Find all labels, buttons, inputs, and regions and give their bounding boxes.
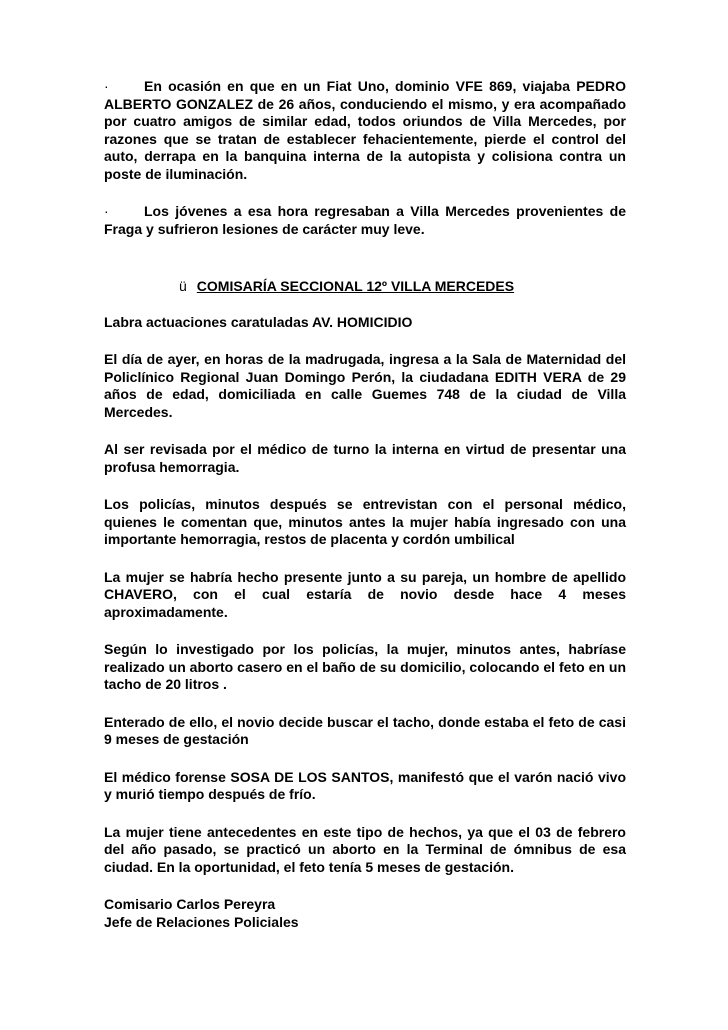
paragraph-investigation: Según lo investigado por los policías, la mujer, minutos antes, habríase realizado un aborto casero en el baño de su domicilio, colocando el feto en un tacho de 20 litros . bbox=[104, 641, 626, 692]
section-title: COMISARÍA SECCIONAL 12º VILLA MERCEDES bbox=[196, 278, 515, 294]
paragraph-medical-staff: Los policías, minutos después se entrevistan con el personal médico, quienes le comentan que, minutos antes la mujer había ingresado con una importante hemorragia, restos de placenta y cordón umbilical bbox=[104, 496, 626, 547]
paragraph-boyfriend: Enterado de ello, el novio decide buscar el tacho, donde estaba el feto de casi 9 meses de gestación bbox=[104, 713, 626, 747]
section-heading bbox=[104, 278, 626, 296]
paragraph-examination: Al ser revisada por el médico de turno la interna en virtud de presentar una profusa hemorragia. bbox=[104, 441, 626, 475]
paragraph-forensic: El médico forense SOSA DE LOS SANTOS, manifestó que el varón nació vivo y murió tiempo después de frío. bbox=[104, 768, 626, 802]
paragraph-antecedents: La mujer tiene antecedentes en este tipo de hechos, ya que el 03 de febrero del año pasado, se practicó un aborto en la Terminal de ómnibus de esa ciudad. En la oportunidad, el feto tenía 5 meses de gestación. bbox=[104, 823, 626, 875]
intro-paragraph-1 bbox=[104, 78, 626, 183]
paragraph-partner: La mujer se habría hecho presente junto a su pareja, un hombre de apellido CHAVERO, con el cual estaría de novio desde hace 4 meses aproximadamente. bbox=[104, 568, 626, 620]
signature-role: Jefe de Relaciones Policiales bbox=[104, 913, 299, 930]
intro-paragraph-2 bbox=[104, 203, 626, 238]
bullet-icon: · bbox=[104, 203, 109, 219]
bullet-icon: · bbox=[104, 78, 109, 94]
case-title: Labra actuaciones caratuladas AV. HOMICIDIO bbox=[104, 313, 413, 330]
signature-name: Comisario Carlos Pereyra bbox=[104, 896, 276, 912]
intro-paragraph-2-text: Los jóvenes a esa hora regresaban a Villa Mercedes provenientes de Fraga y sufrieron lesiones de carácter muy leve. bbox=[104, 203, 626, 237]
checkmark-icon: ü bbox=[179, 278, 187, 294]
intro-paragraph-1-text: En ocasión en que en un Fiat Uno, dominio VFE 869, viajaba PEDRO ALBERTO GONZALEZ de 26 años, conduciendo el mismo, y era acompañado por cuatro amigos de similar edad, todos oriundos de Villa Mercedes, por razones que se tratan de establecer fehacientemente, pierde el control del auto, derrapa en la banquina interna de la autopista y colisiona contra un poste de iluminación. bbox=[104, 78, 626, 182]
document-page bbox=[104, 78, 626, 931]
paragraph-admission: El día de ayer, en horas de la madrugada, ingresa a la Sala de Maternidad del Policlínico Regional Juan Domingo Perón, la ciudadana EDITH VERA de 29 años de edad, domiciliada en calle Guemes 748 de la ciudad de Villa Mercedes. bbox=[104, 351, 626, 420]
